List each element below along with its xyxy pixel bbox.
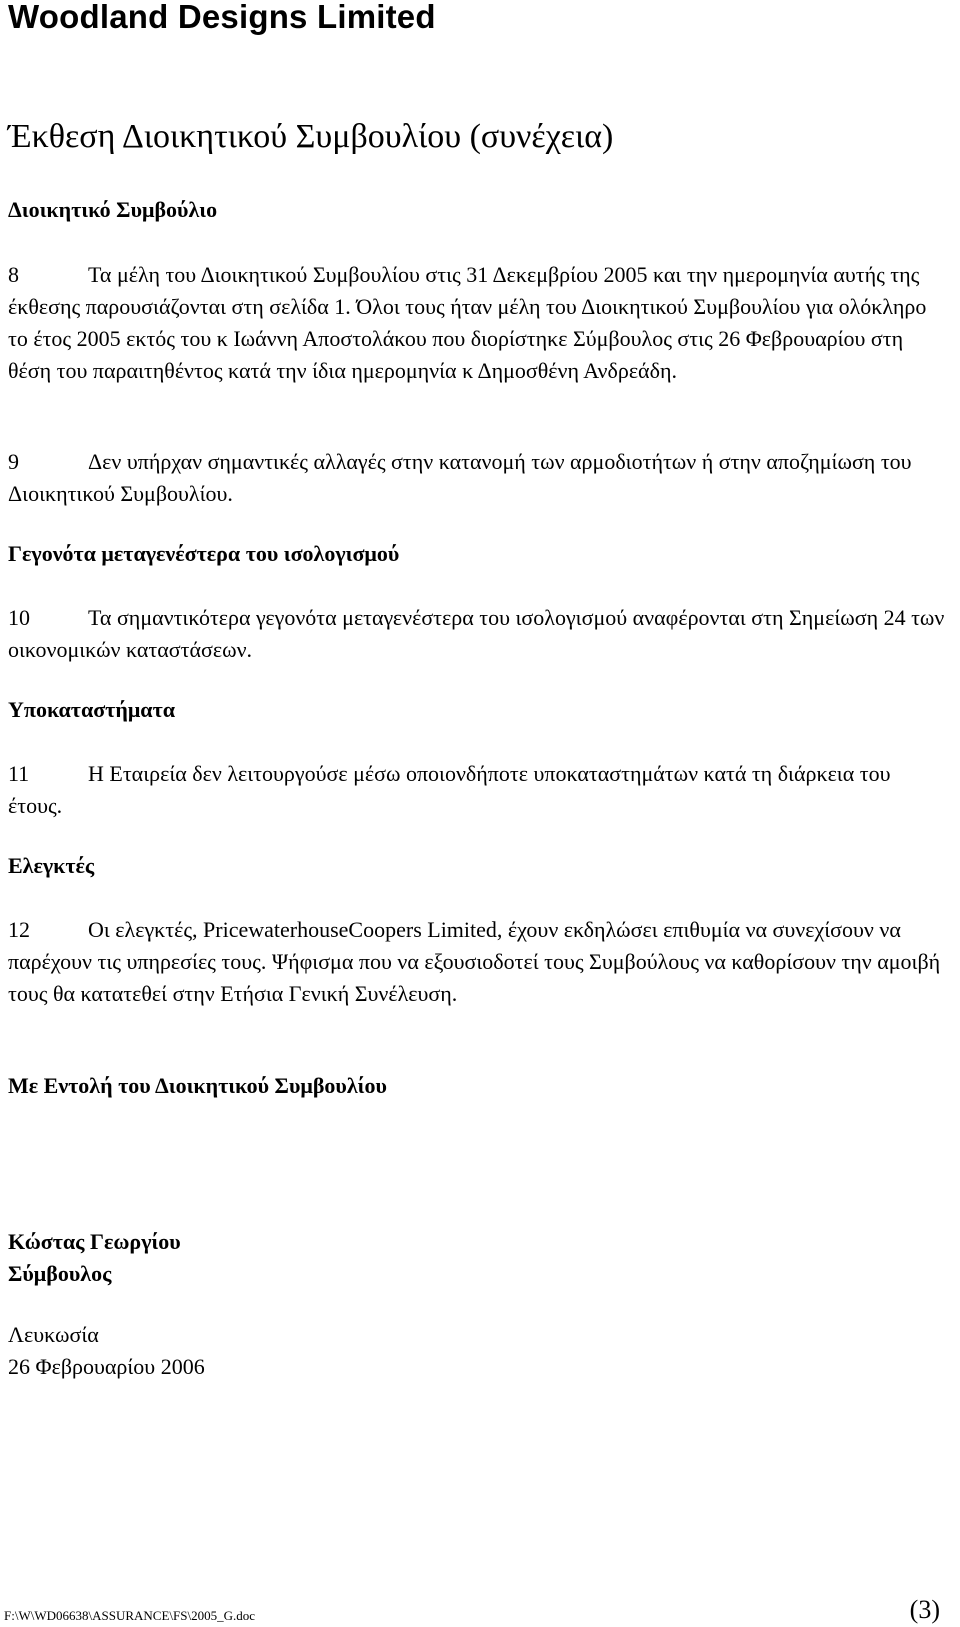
paragraph-9 [8, 446, 948, 510]
paragraph-text: Τα σημαντικότερα γεγονότα μεταγενέστερα του ισολογισμού αναφέρονται στη Σημείωση 24 των οικονομικών καταστάσεων. [8, 605, 945, 662]
signatory-role: Σύμβουλος [8, 1261, 112, 1286]
paragraph-number: 10 [8, 605, 30, 630]
section-heading-board: Διοικητικό Συμβούλιο [8, 197, 218, 222]
paragraph-number: 9 [8, 449, 19, 474]
paragraph-number: 8 [8, 262, 19, 287]
company-name: Woodland Designs Limited [8, 0, 436, 35]
paragraph-number: 11 [8, 761, 30, 786]
paragraph-number: 12 [8, 917, 30, 942]
paragraph-text: Δεν υπήρχαν σημαντικές αλλαγές στην κατανομή των αρμοδιοτήτων ή στην αποζημίωση του Διοικητικού Συμβουλίου. [8, 449, 912, 506]
report-title: Έκθεση Διοικητικού Συμβουλίου (συνέχεια) [8, 118, 614, 155]
signing-date: 26 Φεβρουαρίου 2006 [8, 1354, 205, 1379]
paragraph-text: Τα μέλη του Διοικητικού Συμβουλίου στις 31 Δεκεμβρίου 2005 και την ημερομηνία αυτής της έκθεσης παρουσιάζονται στη σελίδα 1. Όλοι τους ήταν μέλη του Διοικητικού Συμβουλίου για ολόκληρο το έτος 2005 εκτός του κ Ιωάννη Αποστολάκου που διορίστηκε Σύμβουλος στις 26 Φεβρουαρίου στη θέση του παραιτηθέντος κατά την ίδια ημερομηνία κ Δημοσθένη Ανδρεάδη. [8, 262, 927, 383]
board-order-line: Με Εντολή του Διοικητικού Συμβουλίου [8, 1073, 387, 1098]
signatory-name: Κώστας Γεωργίου [8, 1229, 181, 1254]
section-heading-auditors: Ελεγκτές [8, 853, 95, 878]
footer-file-path: F:\W\WD06638\ASSURANCE\FS\2005_G.doc [4, 1608, 255, 1623]
section-heading-branches: Υποκαταστήματα [8, 697, 175, 722]
footer-page-number: (3) [909, 1595, 940, 1624]
paragraph-11 [8, 758, 948, 822]
paragraph-text: Οι ελεγκτές, PricewaterhouseCoopers Limited, έχουν εκδηλώσει επιθυμία να συνεχίσουν να παρέχουν τις υπηρεσίες τους. Ψήφισμα που να εξουσιοδοτεί τους Συμβούλους να καθορίσουν την αμοιβή τους θα κατατεθεί στην Ετήσια Γενική Συνέλευση. [8, 917, 941, 1006]
paragraph-12 [8, 914, 948, 1010]
paragraph-10 [8, 602, 948, 666]
paragraph-text: Η Εταιρεία δεν λειτουργούσε μέσω οποιονδήποτε υποκαταστημάτων κατά τη διάρκεια του έτους. [8, 761, 891, 818]
paragraph-8 [8, 259, 948, 387]
section-heading-events: Γεγονότα μεταγενέστερα του ισολογισμού [8, 541, 400, 566]
signing-place: Λευκωσία [8, 1322, 99, 1347]
